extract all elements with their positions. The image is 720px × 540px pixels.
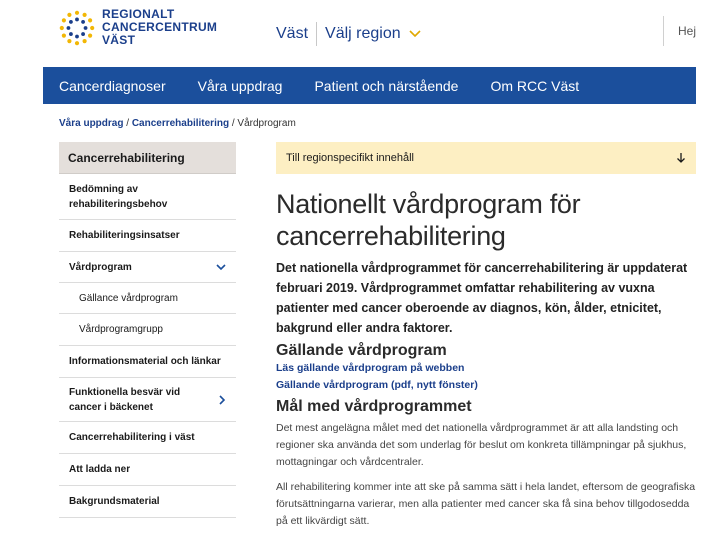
regional-content-bar[interactable] [276, 142, 696, 174]
chevron-down-icon[interactable] [216, 264, 226, 271]
sidebar-item-bedomning[interactable] [59, 174, 236, 220]
region-select-label: Välj region [325, 25, 401, 42]
regional-content-label: Till regionspecifikt innehåll [286, 152, 414, 164]
rcc-logo-icon [58, 9, 96, 47]
sidebar-item-label: Cancerrehabilitering i väst [69, 432, 195, 443]
page-title: Nationellt vårdprogram för cancerrehabilitering [276, 189, 581, 251]
chevron-right-icon[interactable] [219, 395, 226, 405]
main-nav [43, 67, 696, 104]
nav-item-cancerdiagnoser[interactable]: Cancerdiagnoser [59, 77, 166, 94]
arrow-down-icon [676, 152, 686, 164]
region-select[interactable] [325, 25, 421, 43]
breadcrumb-link-rehab[interactable]: Cancerrehabilitering [131, 118, 230, 129]
logo-text [102, 8, 217, 47]
region-name[interactable]: Väst [276, 25, 309, 42]
sidebar-heading[interactable]: Cancerrehabilitering [59, 142, 236, 174]
sidebar-menu [59, 142, 236, 518]
header-divider [663, 16, 664, 46]
sidebar-item-label: Bedömning av rehabiliteringsbehov [69, 183, 168, 210]
region-divider [316, 22, 317, 46]
sidebar-item-label: Informationsmaterial och länkar [69, 356, 221, 367]
sidebar-item-informationsmaterial[interactable] [59, 346, 236, 378]
breadcrumb-separator: / [123, 118, 132, 129]
sidebar-item-insatser[interactable] [59, 220, 236, 252]
section-heading-mal: Mål med vårdprogrammet [276, 398, 472, 415]
body-paragraph-2: All rehabilitering kommer inte att ske på samma sätt i hela landet, eftersom de geografiska förutsättningarna varierar, men alla patienter med cancer ska få sina behov tillgodosedda på ett likvärdigt sätt. [276, 481, 696, 527]
region-switcher [276, 22, 421, 46]
sidebar-item-label: Vårdprogramgrupp [79, 324, 163, 335]
breadcrumb-current: Vårdprogram [237, 118, 296, 129]
link-pdf[interactable]: Gällande vårdprogram (pdf, nytt fönster) [276, 379, 478, 391]
section-heading-gallande: Gällande vårdprogram [276, 342, 447, 359]
link-read-online[interactable]: Läs gällande vårdprogram på webben [276, 362, 465, 374]
nav-item-vara-uppdrag[interactable]: Våra uppdrag [197, 77, 283, 94]
sidebar-item-label: Vårdprogram [69, 261, 132, 273]
logo-line-3: VÄST [102, 33, 136, 47]
breadcrumb [59, 118, 296, 129]
logo-line-1: REGIONALT [102, 7, 175, 21]
sidebar-subitem-grupp[interactable] [59, 314, 236, 346]
sidebar-item-vardprogram[interactable] [59, 252, 236, 283]
sidebar-item-label: Funktionella besvär vid cancer i bäckenet [69, 386, 181, 413]
chevron-down-icon [409, 30, 421, 38]
user-greeting[interactable]: Hej [678, 24, 697, 38]
sidebar-item-bakgrund[interactable] [59, 486, 236, 518]
main-content [276, 142, 696, 530]
nav-item-patient[interactable]: Patient och närstående [314, 77, 459, 94]
nav-item-om-rcc[interactable]: Om RCC Väst [490, 77, 580, 94]
logo-line-2: CANCERCENTRUM [102, 20, 218, 34]
sidebar-item-label: Rehabiliteringsinsatser [69, 230, 180, 241]
site-header [0, 0, 720, 66]
breadcrumb-link-uppdrag[interactable]: Våra uppdrag [59, 118, 124, 129]
sidebar-item-label: Att ladda ner [69, 464, 131, 475]
sidebar-item-label: Gällance vårdprogram [79, 292, 178, 304]
rcc-logo[interactable] [58, 8, 217, 47]
sidebar-item-label: Bakgrundsmaterial [69, 496, 160, 507]
breadcrumb-separator: / [229, 118, 238, 129]
lead-paragraph: Det nationella vårdprogrammet för cancerrehabilitering är uppdaterat februari 2019. Vårdprogrammet omfattar rehabilitering av vuxna patienter med cancer oberoende av diagnos, kön, ålder, etnicitet, bakgrund eller andra faktorer. [276, 261, 688, 335]
sidebar-subitem-gallande[interactable] [59, 283, 236, 314]
body-paragraph-1: Det mest angelägna målet med det nationella vårdprogrammet är att alla landsting och regioner ska använda det som underlag för beslut om konkreta tillämpningar på sjukhus, mottagningar och vårdcentraler. [276, 422, 687, 468]
sidebar-item-rehab-vast[interactable] [59, 422, 236, 454]
sidebar-item-funktionella[interactable] [59, 378, 236, 422]
sidebar-item-ladda-ner[interactable] [59, 454, 236, 486]
